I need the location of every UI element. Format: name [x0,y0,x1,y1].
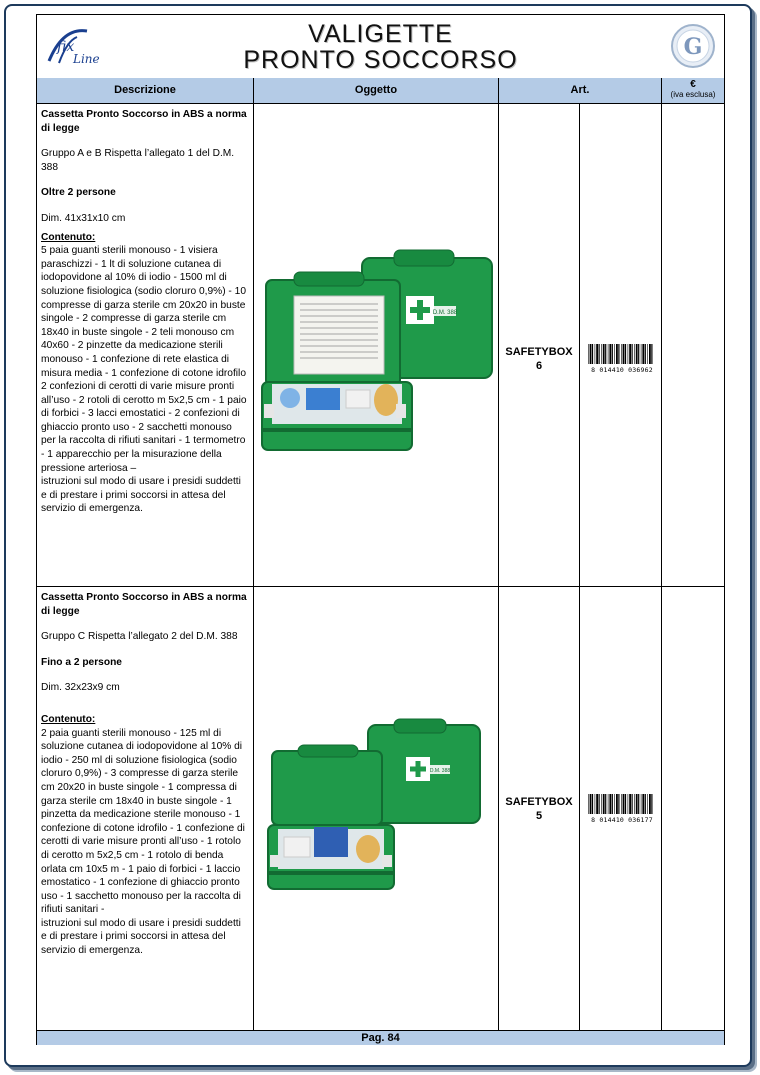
title-line-2: PRONTO SOCCORSO [243,46,518,74]
column-header-article: Art. [499,78,662,103]
price-symbol: € [690,79,696,90]
product-group: Gruppo C Rispetta l’allegato 2 del D.M. 388 [41,631,238,643]
title-line-1: VALIGETTE [308,20,453,48]
page-title [157,21,604,73]
page-number: Pag. 84 [37,1031,724,1045]
product-code-cell [499,104,580,586]
table-row [37,587,724,1031]
svg-text:fix: fix [57,39,75,55]
content-label: Contenuto: [41,713,96,725]
price-cell [662,104,724,586]
product-group: Gruppo A e B Rispetta l’allegato 1 del D.M. 388 [41,148,235,173]
catalog-page [36,14,725,1045]
product-title: Cassetta Pronto Soccorso in ABS a norma di legge [41,592,247,617]
product-code-line-1: SAFETYBOX [505,346,573,358]
product-image-cell [254,587,499,1030]
first-aid-kit-image [264,717,484,897]
content-label: Contenuto: [41,231,96,243]
table-row [37,104,724,587]
price-note: (iva esclusa) [670,90,716,99]
svg-text:G: G [683,34,703,60]
page-header [37,15,724,79]
barcode-number: 8 014410 036962 [591,366,653,374]
product-instructions: istruzioni sul modo di usare i presidi suddetti e di prestare i primi soccorsi in attesa del servizio di emergenza. [41,917,241,957]
product-description [37,104,254,586]
first-aid-kit-image [258,244,496,454]
table-header [37,78,724,104]
product-persons: Fino a 2 persone [41,656,122,668]
column-header-description: Descrizione [37,78,254,103]
product-image-cell [254,104,499,586]
product-title: Cassetta Pronto Soccorso in ABS a norma di legge [41,109,247,134]
kit-label: D.M. 388 [429,768,451,774]
svg-text:Line: Line [73,52,100,66]
product-persons: Oltre 2 persone [41,187,116,199]
product-description [37,587,254,1030]
fixline-logo [43,23,105,69]
barcode-cell [580,104,662,586]
product-content: 5 paia guanti sterili monouso - 1 visiera paraschizzi - 1 lt di soluzione cutanea di iodopovidone al 10% di iodio - 1500 ml di soluzione fisiologica (sodio cloruro 0,9%) - 10 compresse di garza sterile cm 20x20 in buste singole - 2 compresse di garza sterile cm 18x40 in buste singole - 2 teli monouso cm 40x60 - 2 pinzette da medicazione sterili monouso - 1 confezione di rete elastica di misura media - 1 confezione di cotone idrofilo 2 confezioni di cerotti di varie misure pronti all’uso - 2 rotoli di cerotto m 5x2,5 cm - 1 paio di forbici - 3 lacci emostatici - 2 confezioni di ghiaccio pronto uso - 2 sacchetti monouso per la raccolta di rifiuti sanitari - 1 termometro - 1 apparecchio per la misurazione della pressione arteriosa – [41,245,247,474]
barcode-number: 8 014410 036177 [591,816,653,824]
column-header-price [662,78,724,103]
product-instructions: istruzioni sul modo di usare i presidi suddetti e di prestare i primi soccorsi in attesa del servizio di emergenza. [41,476,241,515]
kit-label: D.M. 388 [432,310,458,316]
product-code-line-1: SAFETYBOX [505,796,573,808]
product-code-line-2: 5 [535,810,543,822]
product-code-line-2: 6 [535,360,543,372]
g-logo [670,23,716,69]
barcode-cell [580,587,662,1030]
product-dimensions: Dim. 41x31x10 cm [41,212,126,224]
product-code [499,345,579,373]
product-code [499,795,579,823]
product-content: 2 paia guanti sterili monouso - 125 ml di soluzione cutanea di iodopovidone al 10% di iodio - 250 ml di soluzione fisiologica (sodio cloruro 0,9%) - 3 compresse di garza sterile cm 20x20 in buste singole - 1 compressa di garza sterile cm 18x40 in buste singole - 1 pinzetta da medicazione sterile monouso - 1 confezione di cotone idrofilo - 1 confezione di cerotti di varie misure pronti all’uso - 1 rotolo di cerotto m 5x2,5 cm - 1 rotolo di benda orlata cm 10x5 m - 1 paio di forbici - 1 laccio emostatico - 1 confezione di ghiaccio pronto uso - 1 sacchetto monouso per la raccolta di rifiuti sanitari - [41,727,245,916]
column-header-object: Oggetto [254,78,499,103]
product-code-cell [499,587,580,1030]
product-dimensions: Dim. 32x23x9 cm [41,682,120,694]
price-cell [662,587,724,1030]
